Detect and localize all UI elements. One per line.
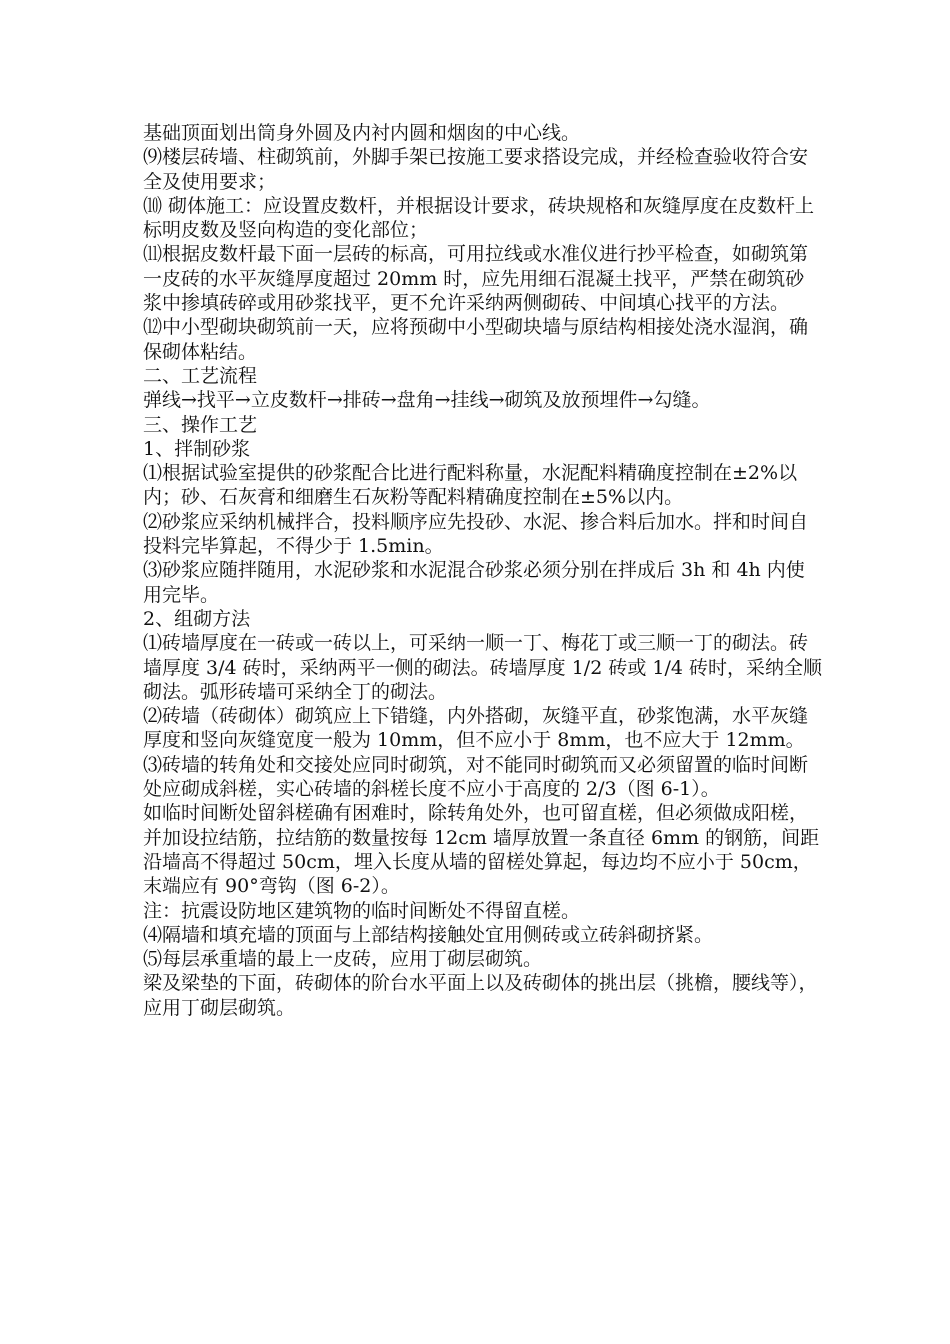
paragraph-item-9: ⑼楼层砖墙、柱砌筑前，外脚手架已按施工要求搭设完成，并经检查验收符合安全及使用要求；: [143, 146, 809, 193]
paragraph-bonding-1: ⑴砖墙厚度在一砖或一砖以上，可采纳一顺一丁、梅花丁或三顺一丁的砌法。砖墙厚度 3/4 砖时，采纳两平一侧的砌法。砖墙厚度 1/2 砖或 1/4 砖时，采纳全顺砌法。弧形砖墙可采纳全丁的砌法。: [143, 632, 822, 703]
paragraph-mortar-1: ⑴根据试验室提供的砂浆配合比进行配料称量，水泥配料精确度控制在±2%以内；砂、石灰膏和细磨生石灰粉等配料精确度控制在±5%以内。: [143, 462, 798, 509]
section-heading-process-flow: 二、工艺流程: [143, 364, 258, 387]
section-heading-operation: 三、操作工艺: [143, 413, 258, 436]
paragraph-bonding-5: ⑸每层承重墙的最上一皮砖，应用丁砌层砌筑。: [143, 948, 543, 971]
paragraph-mortar-3: ⑶砂浆应随拌随用，水泥砂浆和水泥混合砂浆必须分别在拌成后 3h 和 4h 内使用完毕。: [143, 559, 805, 606]
paragraph-foundation-centerline: 基础顶面划出筒身外圆及内衬内圆和烟囱的中心线。: [143, 122, 581, 144]
paragraph-item-11: ⑾根据皮数杆最下面一层砖的标高，可用拉线或水准仪进行抄平检查，如砌筑第一皮砖的水平灰缝厚度超过 20mm 时，应先用细石混凝土找平，严禁在砌筑砂浆中掺填砖碎或用砂浆找平，更不允许采纳两侧砌砖、中间填心找平的方法。: [143, 243, 809, 315]
paragraph-bonding-3: ⑶砖墙的转角处和交接处应同时砌筑，对不能同时砌筑而又必须留置的临时间断处应砌成斜槎，实心砖墙的斜槎长度不应小于高度的 2/3（图 6-1）。: [143, 753, 809, 801]
document-body: [143, 121, 823, 1020]
paragraph-header-course: 梁及梁垫的下面，砖砌体的阶台水平面上以及砖砌体的挑出层（挑檐，腰线等），应用丁砌层砌筑。: [143, 972, 818, 1019]
subheading-mortar-mixing: 1、拌制砂浆: [143, 437, 251, 460]
paragraph-straight-joint: 如临时间断处留斜槎确有困难时，除转角处外，也可留直槎，但必须做成阳槎，并加设拉结筋，拉结筋的数量按每 12cm 墙厚放置一条直径 6mm 的钢筋，间距沿墙高不得超过 50cm，埋入长度从墙的留槎处算起，每边均不应小于 50cm，末端应有 90°弯钩（图 6-2）。: [143, 802, 820, 898]
paragraph-bonding-4: ⑷隔墙和填充墙的顶面与上部结构接触处宜用侧砖或立砖斜砌挤紧。: [143, 923, 714, 946]
paragraph-seismic-note: 注：抗震设防地区建筑物的临时间断处不得留直槎。: [143, 899, 581, 922]
paragraph-bonding-2: ⑵砖墙（砖砌体）砌筑应上下错缝，内外搭砌，灰缝平直，砂浆饱满，水平灰缝厚度和竖向灰缝宽度一般为 10mm，但不应小于 8mm，也不应大于 12mm。: [143, 705, 809, 752]
paragraph-item-10: ⑽ 砌体施工：应设置皮数杆，并根据设计要求，砖块规格和灰缝厚度在皮数杆上标明皮数及竖向构造的变化部位；: [143, 194, 815, 242]
paragraph-process-flow: 弹线→找平→立皮数杆→排砖→盘角→挂线→砌筑及放预埋件→勾缝。: [143, 389, 711, 412]
paragraph-item-12: ⑿中小型砌块砌筑前一天，应将预砌中小型砌块墙与原结构相接处浇水湿润，确保砌体粘结。: [143, 316, 809, 363]
subheading-bonding-method: 2、组砌方法: [143, 607, 251, 630]
paragraph-mortar-2: ⑵砂浆应采纳机械拌合，投料顺序应先投砂、水泥、掺合料后加水。拌和时间自投料完毕算起，不得少于 1.5min。: [143, 510, 809, 558]
